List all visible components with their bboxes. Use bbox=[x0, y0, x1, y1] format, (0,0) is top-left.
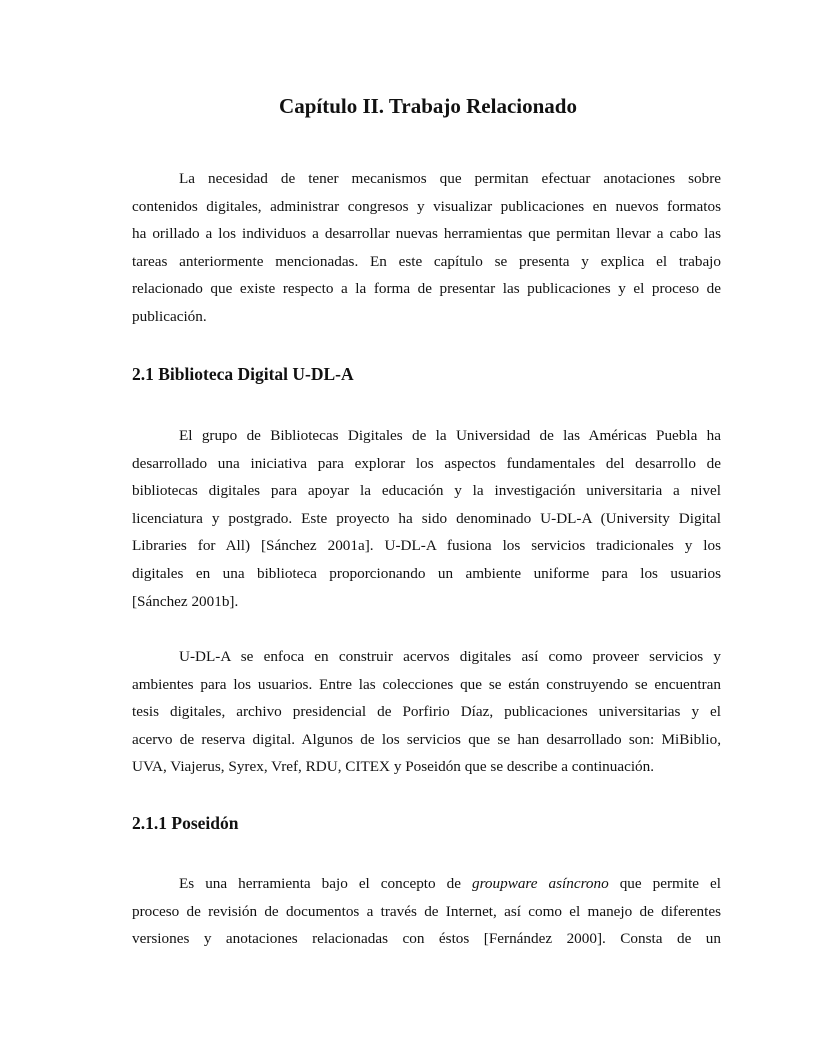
text-line: contenidos digitales, administrar congresos y visualizar publicaciones en nuevos formatos bbox=[132, 197, 721, 215]
text-line: ha orillado a los individuos a desarrollar nuevas herramientas que permitan llevar a cabo las bbox=[132, 225, 721, 243]
text-line: desarrollado una iniciativa para explorar los aspectos fundamentales del desarrollo de bbox=[132, 454, 721, 472]
text-line: Libraries for All) [Sánchez 2001a]. U-DL-A fusiona los servicios tradicionales y los bbox=[132, 537, 721, 555]
text-line: U-DL-A se enfoca en construir acervos digitales así como proveer servicios y bbox=[179, 648, 721, 665]
text-line: UVA, Viajerus, Syrex, Vref, RDU, CITEX y Poseidón que se describe a continuación. bbox=[132, 758, 655, 776]
text-line: Es una herramienta bajo el concepto de groupware asíncrono que permite el bbox=[179, 875, 722, 892]
text-line: ambientes para los usuarios. Entre las colecciones que se están construyendo se encuentran bbox=[132, 675, 721, 693]
section-heading-2-1-1: 2.1.1 Poseidón bbox=[132, 813, 239, 833]
text-line: acervo de reserva digital. Algunos de los servicios que se han desarrollado son: MiBiblio, bbox=[132, 730, 721, 748]
section-2-1-paragraph-1 bbox=[132, 422, 721, 615]
section-2-1-1-paragraph-1 bbox=[132, 870, 721, 953]
section-2-1-paragraph-2 bbox=[132, 643, 721, 781]
text-line: El grupo de Bibliotecas Digitales de la Universidad de las Américas Puebla ha bbox=[179, 427, 721, 444]
text-line: [Sánchez 2001b]. bbox=[132, 592, 239, 610]
text-line: licenciatura y postgrado. Este proyecto ha sido denominado U-DL-A (University Digital bbox=[132, 509, 721, 527]
text-line: versiones y anotaciones relacionadas con éstos [Fernández 2000]. Consta de un bbox=[132, 930, 721, 948]
intro-paragraph bbox=[132, 165, 721, 331]
chapter-title: Capítulo II. Trabajo Relacionado bbox=[279, 94, 577, 118]
italic-term: groupware asíncrono bbox=[471, 875, 609, 892]
text-line: relacionado que existe respecto a la forma de presentar las publicaciones y el proceso de bbox=[132, 280, 721, 298]
text-line: tareas anteriormente mencionadas. En este capítulo se presenta y explica el trabajo bbox=[132, 252, 721, 270]
text-line: La necesidad de tener mecanismos que permitan efectuar anotaciones sobre bbox=[179, 170, 721, 187]
text-line: publicación. bbox=[132, 307, 207, 325]
section-heading-2-1: 2.1 Biblioteca Digital U-DL-A bbox=[132, 364, 354, 384]
text-line: proceso de revisión de documentos a través de Internet, así como el manejo de diferentes bbox=[132, 902, 721, 920]
text-line: bibliotecas digitales para apoyar la educación y la investigación universitaria a nivel bbox=[132, 482, 721, 500]
text-line: tesis digitales, archivo presidencial de Porfirio Díaz, publicaciones universitarias y el bbox=[132, 703, 721, 721]
text-line: digitales en una biblioteca proporcionando un ambiente uniforme para los usuarios bbox=[132, 564, 721, 582]
